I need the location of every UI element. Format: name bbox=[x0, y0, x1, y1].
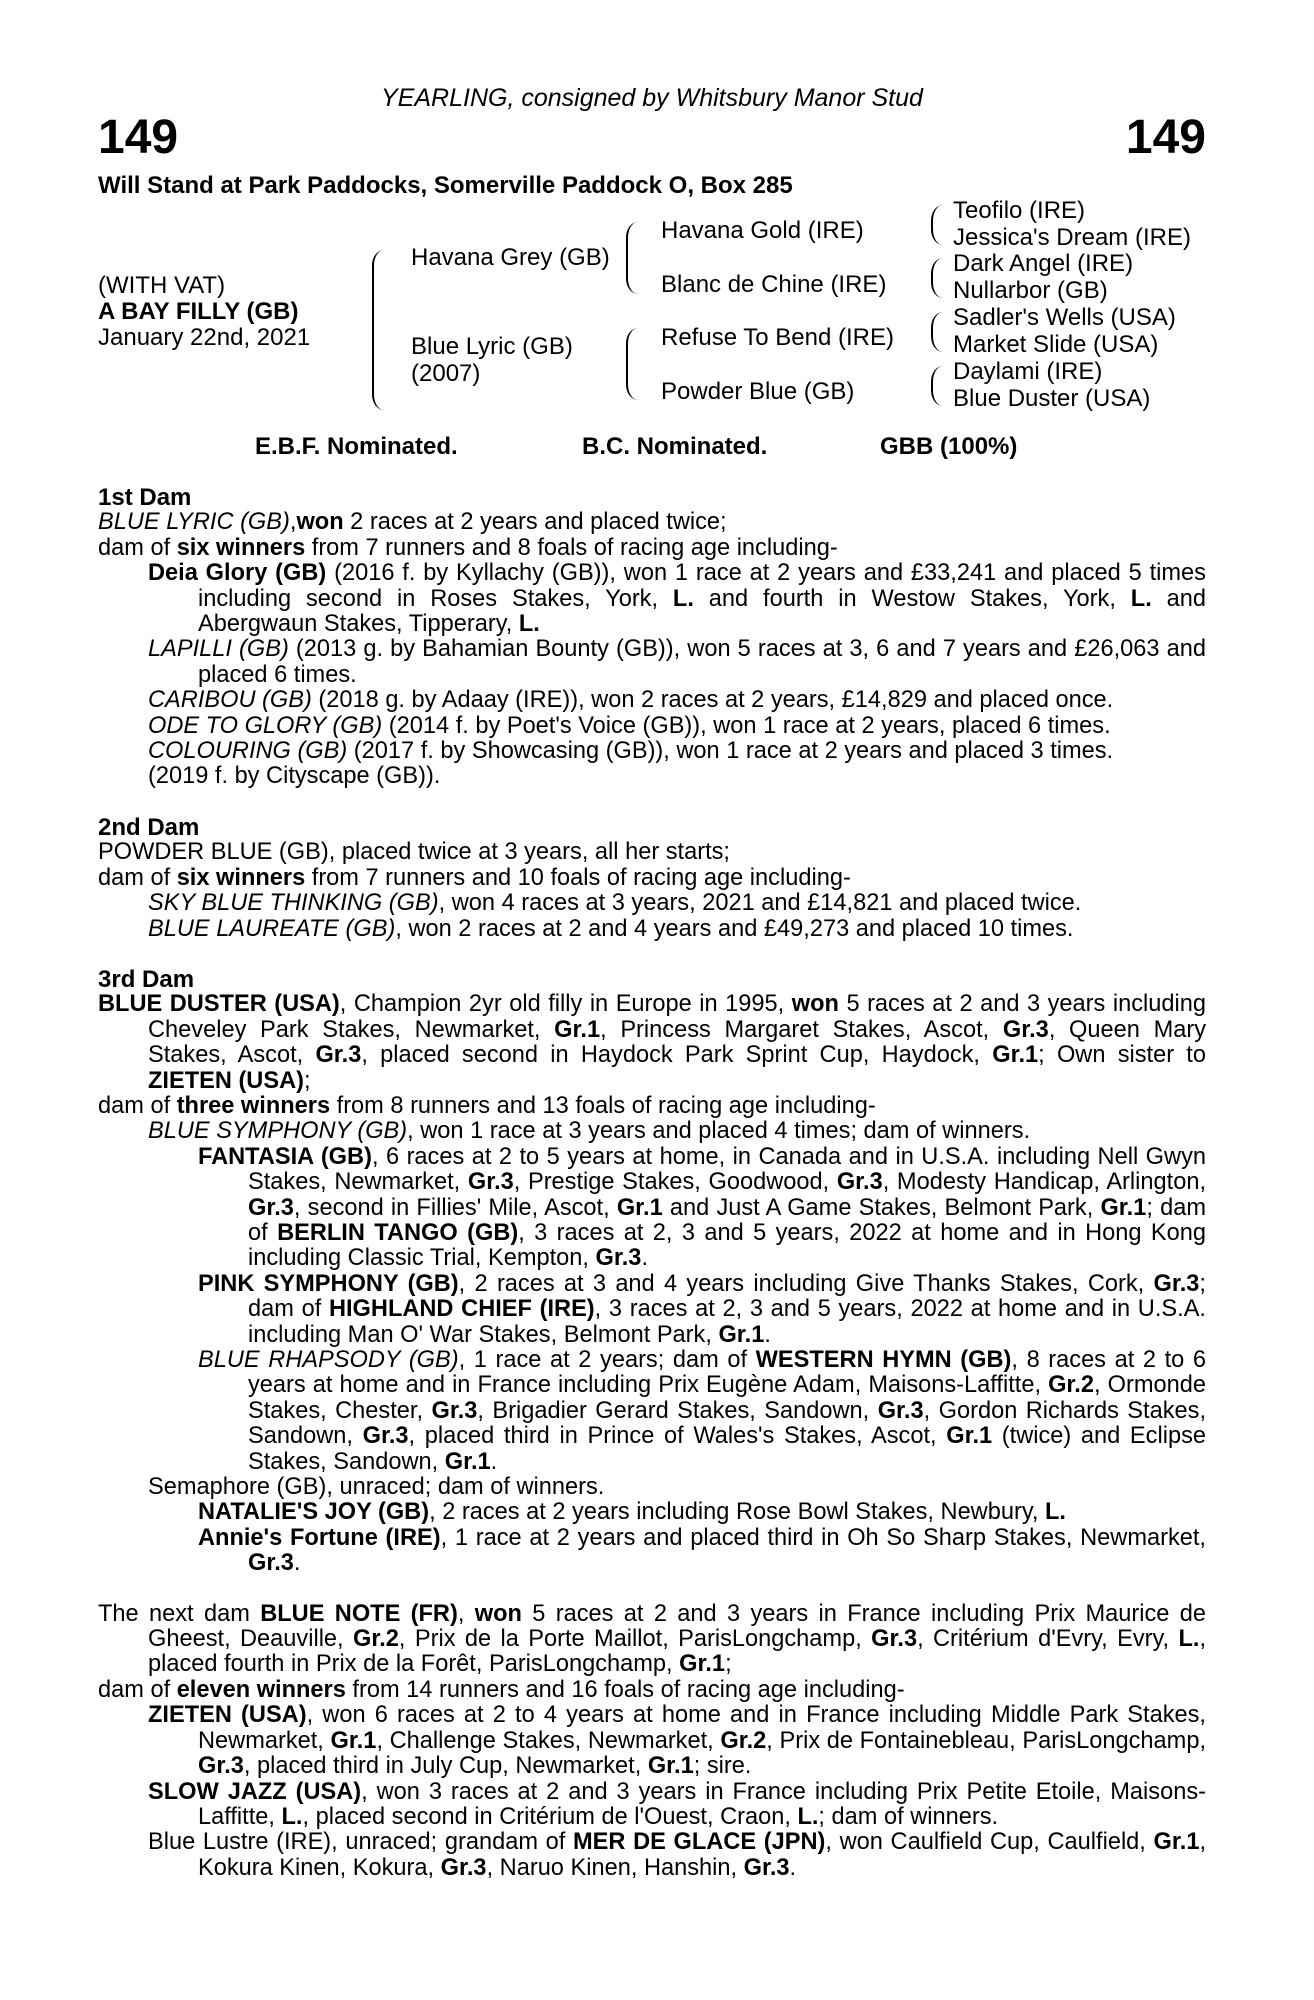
text-run: dam of bbox=[98, 1092, 177, 1119]
pedigree-paragraph bbox=[98, 1272, 1206, 1348]
text-run: , 3 races at 2, 3 and 5 years, 2022 at home and in Hong Kong including Classic Trial, Kempton, bbox=[248, 1219, 1207, 1272]
text-run: six winners bbox=[176, 864, 306, 891]
text-run: L. bbox=[797, 1803, 819, 1830]
text-run: MER DE GLACE (JPN) bbox=[572, 1829, 826, 1856]
pedigree-paragraph bbox=[98, 1703, 1206, 1779]
text-run: , 3 races at 2, 3 and 5 years, 2022 at home and in U.S.A. including Man O' War Stakes, Belmont Park, bbox=[248, 1296, 1206, 1348]
pedigree-paragraph bbox=[98, 1119, 1206, 1144]
text-run: , Queen Mary Stakes, Ascot, bbox=[148, 1016, 1207, 1069]
text-run: . bbox=[293, 1550, 301, 1577]
text-run: (2017 f. by Showcasing (GB)), won 1 race at 2 years and placed 3 times. bbox=[347, 738, 1114, 765]
dam-year: (2007) bbox=[411, 360, 481, 387]
text-run: COLOURING (GB) bbox=[148, 738, 348, 765]
text-run: , second in Fillies' Mile, Ascot, bbox=[293, 1194, 617, 1221]
text-run: , won Caulfield Cup, Caulfield, bbox=[825, 1829, 1154, 1856]
second-dam-heading: 2nd Dam bbox=[98, 813, 200, 841]
pedigree-paragraph bbox=[98, 1145, 1206, 1272]
text-run: Gr.1 bbox=[992, 1042, 1039, 1069]
text-run: L. bbox=[518, 611, 540, 638]
text-run: Gr.1 bbox=[444, 1448, 491, 1475]
lot-number-left: 149 bbox=[98, 111, 179, 164]
pedigree-paragraph bbox=[98, 992, 1206, 1094]
pedigree-paragraph bbox=[98, 688, 1206, 713]
pedigree-paragraph bbox=[98, 1094, 1206, 1119]
text-run: Gr.3 bbox=[877, 1397, 924, 1424]
text-run: Gr.2 bbox=[353, 1626, 399, 1653]
text-run: , won 4 races at 3 years, 2021 and £14,821 and placed twice. bbox=[438, 890, 1082, 917]
text-run: , won 2 races at 2 and 4 years and £49,273 and placed 10 times. bbox=[395, 915, 1074, 942]
text-run: , 8 races at 2 to 6 years at home and in France including Prix Eugène Adam, Maisons-Laffitte, bbox=[248, 1347, 1206, 1399]
text-run: , placed third in July Cup, Newmarket, bbox=[243, 1753, 648, 1780]
second-dam-section bbox=[98, 840, 1206, 942]
text-run: L. bbox=[1130, 585, 1152, 612]
pedigree-paragraph bbox=[98, 866, 1206, 891]
bc-nomination: B.C. Nominated. bbox=[582, 433, 768, 460]
text-run: eleven winners bbox=[176, 1676, 346, 1703]
brace-g3 bbox=[931, 312, 943, 352]
sire-name: Havana Grey (GB) bbox=[411, 244, 610, 271]
pedigree-paragraph bbox=[98, 714, 1206, 739]
horse-dob: January 22nd, 2021 bbox=[98, 324, 311, 351]
text-run: 5 races at 2 and 3 years including Cheveley Park Stakes, Newmarket, bbox=[148, 991, 1206, 1043]
text-run: Gr.3 bbox=[248, 1550, 294, 1577]
gg-3: Dark Angel (IRE) bbox=[953, 250, 1134, 277]
gbb-percentage: GBB (100%) bbox=[880, 433, 1018, 460]
text-run: , Prix de la Porte Maillot, ParisLongchamp, bbox=[398, 1626, 872, 1653]
pedigree-paragraph bbox=[98, 917, 1206, 942]
text-run: ODE TO GLORY (GB) bbox=[148, 712, 383, 739]
text-run: The next dam bbox=[98, 1600, 261, 1627]
gg-5: Sadler's Wells (USA) bbox=[953, 304, 1176, 331]
text-run: and Just A Game Stakes, Belmont Park, bbox=[662, 1194, 1101, 1221]
sire-dam: Blanc de Chine (IRE) bbox=[661, 271, 887, 298]
text-run: ZIETEN (USA) bbox=[148, 1702, 307, 1729]
text-run: ; bbox=[725, 1651, 732, 1678]
text-run: , Brigadier Gerard Stakes, Sandown, bbox=[477, 1397, 878, 1424]
text-run: HIGHLAND CHIEF (IRE) bbox=[328, 1296, 595, 1323]
pedigree-paragraph bbox=[98, 1780, 1206, 1831]
text-run: (2014 f. by Poet's Voice (GB)), won 1 race at 2 years, placed 6 times. bbox=[382, 712, 1111, 739]
dam-sire: Refuse To Bend (IRE) bbox=[661, 324, 895, 351]
text-run: . bbox=[490, 1448, 498, 1475]
text-run: CARIBOU (GB) bbox=[148, 687, 312, 714]
dam-dam: Powder Blue (GB) bbox=[661, 378, 855, 405]
pedigree-paragraph bbox=[98, 891, 1206, 916]
text-run: Gr.3 bbox=[871, 1626, 918, 1653]
text-run: , Ormonde Stakes, Chester, bbox=[248, 1372, 1206, 1424]
pedigree-paragraph bbox=[98, 561, 1206, 637]
gg-1: Teofilo (IRE) bbox=[953, 197, 1086, 224]
text-run: (twice) and Eclipse Stakes, Sandown, bbox=[248, 1423, 1206, 1475]
text-run: Gr.1 bbox=[647, 1753, 694, 1780]
pedigree-paragraph bbox=[98, 1475, 1206, 1500]
text-run: ; dam of bbox=[248, 1270, 1206, 1323]
text-run: , Modesty Handicap, Arlington, bbox=[882, 1169, 1206, 1196]
pedigree-paragraph bbox=[98, 510, 1206, 535]
text-run: 5 races at 2 and 3 years in France including Prix Maurice de Gheest, Deauville, bbox=[148, 1600, 1206, 1653]
first-dam-section bbox=[98, 510, 1206, 789]
brace-g1 bbox=[931, 205, 943, 245]
text-run: from 7 runners and 8 foals of racing age including- bbox=[305, 534, 838, 561]
pedigree-paragraph bbox=[98, 739, 1206, 764]
text-run: , 1 race at 2 years; dam of bbox=[458, 1347, 756, 1373]
text-run: L. bbox=[281, 1803, 303, 1830]
sire-sire: Havana Gold (IRE) bbox=[661, 217, 864, 244]
text-run: , placed second in Haydock Park Sprint Cup, Haydock, bbox=[361, 1042, 993, 1069]
text-run: Gr.1 bbox=[616, 1194, 663, 1221]
gg-7: Daylami (IRE) bbox=[953, 358, 1103, 385]
pedigree-paragraph bbox=[98, 1678, 1206, 1703]
brace-g4 bbox=[931, 366, 943, 406]
pedigree-paragraph bbox=[98, 1830, 1206, 1881]
text-run: BLUE NOTE (FR) bbox=[260, 1600, 458, 1627]
text-run: NATALIE'S JOY (GB) bbox=[198, 1499, 430, 1526]
dam-name: Blue Lyric (GB) bbox=[411, 333, 573, 360]
text-run: , Prix de Fontainebleau, ParisLongchamp, bbox=[766, 1727, 1206, 1754]
text-run: (2013 g. by Bahamian Bounty (GB)), won 5 races at 3, 6 and 7 years and £26,063 and placed 6 times. bbox=[198, 636, 1206, 688]
horse-name: A BAY FILLY (GB) bbox=[98, 298, 299, 325]
text-run: won bbox=[474, 1600, 522, 1627]
text-run: . bbox=[764, 1321, 771, 1348]
text-run: , placed fourth in Prix de la Forêt, ParisLongchamp, bbox=[148, 1626, 1206, 1678]
text-run: , Gordon Richards Stakes, Sandown, bbox=[248, 1397, 1206, 1450]
stable-location: Will Stand at Park Paddocks, Somerville Paddock O, Box 285 bbox=[98, 172, 793, 199]
text-run: , bbox=[457, 1600, 475, 1627]
text-run: , 1 race at 2 years and placed third in Oh So Sharp Stakes, Newmarket, bbox=[440, 1524, 1206, 1551]
text-run: BLUE LAUREATE (GB) bbox=[148, 915, 396, 942]
text-run: , placed second in Critérium de l'Ouest, Craon, bbox=[302, 1803, 798, 1830]
pedigree-paragraph bbox=[98, 637, 1206, 688]
brace-gen1 bbox=[372, 250, 384, 410]
gg-4: Nullarbor (GB) bbox=[953, 277, 1108, 304]
text-run: 2 races at 2 years and placed twice; bbox=[343, 509, 727, 536]
text-run: L. bbox=[1044, 1499, 1066, 1526]
text-run: L. bbox=[672, 585, 694, 612]
text-run: Gr.3 bbox=[743, 1854, 790, 1881]
text-run: Blue Lustre (IRE), unraced; grandam of bbox=[148, 1829, 573, 1856]
text-run: LAPILLI (GB) bbox=[148, 636, 289, 663]
third-dam-heading: 3rd Dam bbox=[98, 965, 195, 993]
text-run: , Prestige Stakes, Goodwood, bbox=[513, 1169, 837, 1196]
text-run: , Critérium d'Evry, Evry, bbox=[917, 1626, 1179, 1653]
text-run: Gr.3 bbox=[440, 1854, 487, 1881]
gg-8: Blue Duster (USA) bbox=[953, 385, 1151, 412]
text-run: , 6 races at 2 to 5 years at home, in Canada and in U.S.A. including Nell Gwyn Stakes, Newmarket, bbox=[248, 1143, 1206, 1196]
text-run: , won 6 races at 2 to 4 years at home and in France including Middle Park Stakes, Newmarket, bbox=[198, 1702, 1206, 1754]
consignor-subtitle: YEARLING, consigned by Whitsbury Manor Stud bbox=[381, 84, 923, 112]
text-run: ; bbox=[303, 1067, 311, 1094]
pedigree-paragraph bbox=[98, 1526, 1206, 1577]
text-run: ; dam of bbox=[248, 1194, 1206, 1246]
text-run: Gr.3 bbox=[198, 1753, 244, 1780]
text-run: , won 3 races at 2 and 3 years in France including Prix Petite Etoile, Maisons-Laffitte, bbox=[198, 1778, 1206, 1830]
text-run: BLUE SYMPHONY (GB) bbox=[148, 1118, 408, 1145]
text-run: , Princess Margaret Stakes, Ascot, bbox=[600, 1016, 1003, 1043]
text-run: SKY BLUE THINKING (GB) bbox=[148, 890, 439, 917]
text-run: from 14 runners and 16 foals of racing age including- bbox=[345, 1676, 905, 1703]
text-run: Gr.1 bbox=[330, 1727, 377, 1754]
text-run: BLUE RHAPSODY (GB) bbox=[198, 1347, 459, 1373]
gg-6: Market Slide (USA) bbox=[953, 331, 1159, 358]
text-run: Gr.3 bbox=[595, 1245, 642, 1272]
text-run: FANTASIA (GB) bbox=[198, 1143, 372, 1170]
pedigree-paragraph bbox=[98, 1348, 1206, 1475]
text-run: . bbox=[641, 1245, 648, 1272]
text-run: , bbox=[289, 509, 297, 536]
text-run: Gr.1 bbox=[554, 1016, 601, 1043]
text-run: from 8 runners and 13 foals of racing age including- bbox=[330, 1092, 876, 1119]
text-run: won bbox=[296, 509, 344, 536]
text-run: Gr.1 bbox=[1153, 1829, 1200, 1856]
text-run: , placed third in Prince of Wales's Stakes, Ascot, bbox=[408, 1423, 947, 1450]
text-run: (2018 g. by Adaay (IRE)), won 2 races at 2 years, £14,829 and placed once. bbox=[311, 687, 1114, 714]
text-run: six winners bbox=[176, 534, 306, 561]
text-run: , Champion 2yr old filly in Europe in 1995, bbox=[339, 991, 792, 1018]
text-run: , Challenge Stakes, Newmarket, bbox=[376, 1727, 721, 1754]
text-run: from 7 runners and 10 foals of racing age including- bbox=[305, 864, 851, 891]
text-run: Gr.3 bbox=[248, 1194, 294, 1221]
text-run: Gr.1 bbox=[718, 1321, 765, 1348]
text-run: Gr.1 bbox=[946, 1423, 993, 1450]
text-run: L. bbox=[1178, 1626, 1200, 1653]
pedigree-paragraph bbox=[98, 1602, 1206, 1678]
text-run: Gr.3 bbox=[467, 1169, 514, 1196]
text-run: (2019 f. by Cityscape (GB)). bbox=[148, 763, 441, 790]
text-run: dam of bbox=[98, 1676, 177, 1703]
text-run: Gr.3 bbox=[1153, 1270, 1200, 1297]
text-run: , Naruo Kinen, Hanshin, bbox=[486, 1854, 744, 1881]
text-run: ZIETEN (USA) bbox=[148, 1067, 304, 1094]
text-run: Gr.2 bbox=[1048, 1372, 1094, 1399]
text-run: Gr.3 bbox=[315, 1042, 362, 1069]
text-run: (2016 f. by Kyllachy (GB)), won 1 race at 2 years and £33,241 and placed 5 times including second in Roses Stakes, York, bbox=[198, 560, 1206, 612]
text-run: ; dam of winners. bbox=[818, 1803, 999, 1830]
text-run: . bbox=[789, 1854, 797, 1881]
text-run: PINK SYMPHONY (GB) bbox=[198, 1270, 459, 1297]
text-run: and Abergwaun Stakes, Tipperary, bbox=[198, 585, 1206, 638]
pedigree-paragraph bbox=[98, 1500, 1206, 1525]
text-run: ; Own sister to bbox=[1038, 1042, 1206, 1069]
text-run: Semaphore (GB), unraced; dam of winners. bbox=[148, 1474, 605, 1501]
text-run: ; sire. bbox=[693, 1753, 752, 1780]
ebf-nomination: E.B.F. Nominated. bbox=[255, 433, 458, 460]
text-run: and fourth in Westow Stakes, York, bbox=[693, 585, 1131, 612]
text-run: BLUE DUSTER (USA) bbox=[98, 991, 340, 1018]
pedigree-paragraph bbox=[98, 840, 1206, 865]
text-run: , won 1 race at 3 years and placed 4 times; dam of winners. bbox=[407, 1118, 1031, 1145]
text-run: BLUE LYRIC (GB) bbox=[98, 509, 290, 536]
next-dam-section bbox=[98, 1602, 1206, 1881]
brace-sire bbox=[626, 222, 638, 294]
pedigree-paragraph bbox=[98, 536, 1206, 561]
text-run: Gr.3 bbox=[431, 1397, 478, 1424]
text-run: dam of bbox=[98, 864, 177, 891]
text-run: WESTERN HYMN (GB) bbox=[755, 1347, 1012, 1373]
brace-dam bbox=[626, 328, 638, 400]
pedigree-table bbox=[98, 197, 1206, 425]
lot-number-right: 149 bbox=[1125, 111, 1206, 164]
text-run: Deia Glory (GB) bbox=[148, 560, 327, 587]
text-run: Annie's Fortune (IRE) bbox=[198, 1524, 441, 1551]
family-notes bbox=[98, 485, 1206, 1881]
text-run: Gr.1 bbox=[679, 1651, 726, 1678]
vat-label: (WITH VAT) bbox=[98, 272, 226, 299]
text-run: , 2 races at 2 years including Rose Bowl Stakes, Newbury, bbox=[429, 1499, 1045, 1526]
first-dam-heading: 1st Dam bbox=[98, 484, 192, 511]
text-run: dam of bbox=[98, 534, 177, 561]
text-run: BERLIN TANGO (GB) bbox=[277, 1219, 519, 1246]
text-run: Gr.3 bbox=[1002, 1016, 1049, 1043]
text-run: Gr.3 bbox=[836, 1169, 883, 1196]
text-run: Gr.2 bbox=[720, 1727, 767, 1754]
text-run: , 2 races at 3 and 4 years including Give Thanks Stakes, Cork, bbox=[458, 1270, 1154, 1297]
text-run: , Kokura Kinen, Kokura, bbox=[198, 1829, 1207, 1881]
third-dam-section bbox=[98, 992, 1206, 1576]
text-run: Gr.3 bbox=[362, 1423, 409, 1450]
text-run: won bbox=[791, 991, 839, 1018]
gg-2: Jessica's Dream (IRE) bbox=[953, 224, 1191, 251]
text-run: Gr.1 bbox=[1100, 1194, 1147, 1221]
pedigree-paragraph bbox=[98, 764, 1206, 789]
text-run: POWDER BLUE (GB), placed twice at 3 years, all her starts; bbox=[98, 839, 730, 866]
text-run: SLOW JAZZ (USA) bbox=[148, 1778, 362, 1805]
brace-g2 bbox=[931, 258, 943, 298]
text-run: three winners bbox=[176, 1092, 331, 1119]
